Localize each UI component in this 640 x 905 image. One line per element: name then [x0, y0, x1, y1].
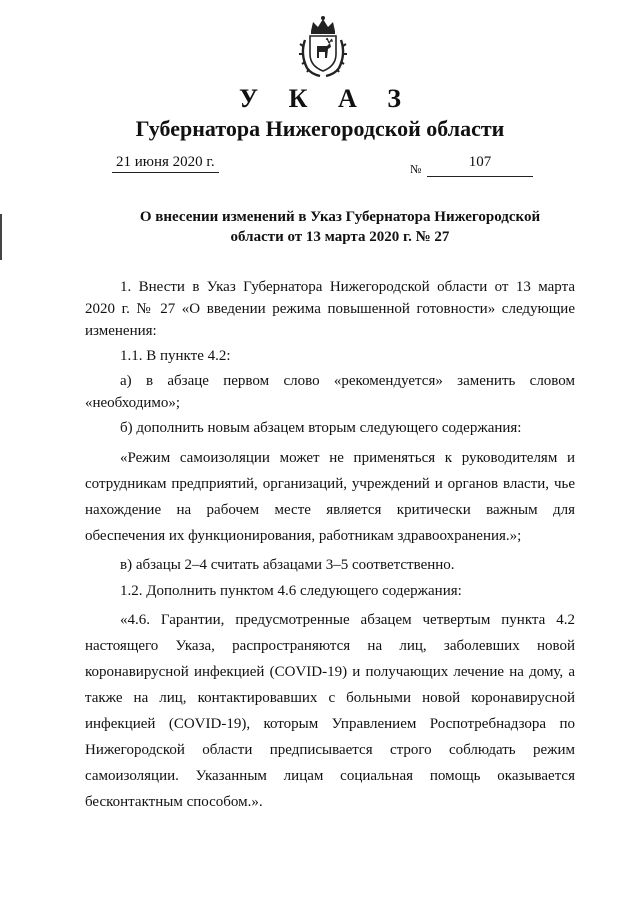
number-underline	[427, 176, 533, 177]
subject-line-2: области от 13 марта 2020 г. № 27	[230, 229, 450, 245]
paragraph-b: б) дополнить новым абзацем вторым следующего содержания:	[120, 420, 522, 436]
issuer-title: Губернатора Нижегородской области	[135, 116, 505, 141]
paragraph-v: в) абзацы 2–4 считать абзацами 3–5 соответственно.	[120, 557, 455, 573]
quoted-paragraph-4-2: «Режим самоизоляции может не применяться к руководителям и сотрудникам предприятий, организаций, учреждений и органов власти, чье нахождение на рабочем месте является критически важным для обеспечения их функционирования, работникам здравоохранения.»;	[85, 450, 575, 544]
number-label: №	[410, 162, 422, 176]
document-number: 107	[468, 154, 492, 170]
scan-edge-mark	[0, 214, 2, 260]
paragraph-1: 1. Внести в Указ Губернатора Нижегородской области от 13 марта 2020 г. № 27 «О введении режима повышенной готовности» следующие изменения:	[85, 279, 575, 339]
paragraph-1-1: 1.1. В пункте 4.2:	[120, 348, 231, 364]
document-body	[85, 276, 575, 815]
subject-line-1: О внесении изменений в Указ Губернатора Нижегородской	[139, 209, 541, 225]
document-date: 21 июня 2020 г.	[112, 154, 219, 173]
paragraph-a: а) в абзаце первом слово «рекомендуется» заменить словом «необходимо»;	[85, 373, 575, 411]
document-subject	[110, 207, 570, 247]
quoted-paragraph-4-6: «4.6. Гарантии, предусмотренные абзацем четвертым пункта 4.2 настоящего Указа, распространяются на лиц, заболевших новой коронавирусной инфекцией (COVID-19) и получающих лечение на дому, а также на лиц, контактировавших с больными новой коронавирусной инфекцией (COVID-19), которым Управлением Роспотребнадзора по Нижегородской области предписывается строго соблюдать режим самоизоляции. Указанным лицам социальная помощь оказывается бесконтактным способом.».	[85, 612, 575, 810]
coat-of-arms-icon	[298, 14, 348, 78]
document-type-title: У К А З	[239, 84, 413, 113]
paragraph-1-2: 1.2. Дополнить пунктом 4.6 следующего содержания:	[120, 583, 462, 599]
